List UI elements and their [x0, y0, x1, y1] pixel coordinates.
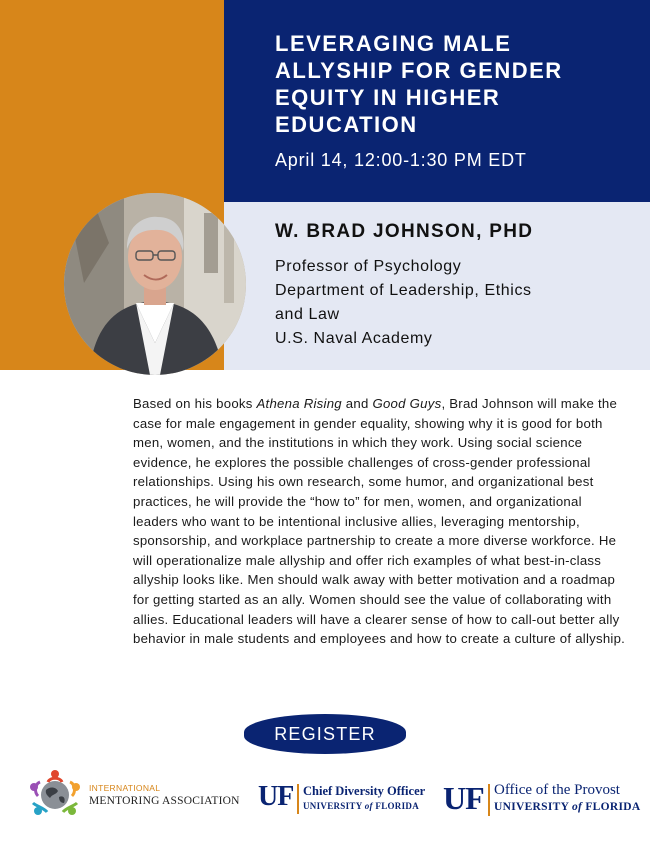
event-date: April 14, 12:00-1:30 PM EDT — [275, 150, 527, 170]
title-line: EDUCATION — [275, 112, 418, 137]
ima-logo-line2: MENTORING ASSOCIATION — [89, 795, 240, 807]
event-description: Based on his books Athena Rising and Good Guys, Brad Johnson will make the case for male engagement in gender equality, showing why it is good for both men, women, and the institutions in which they work. Using social science evidence, he explores the possible challenges of cross-gender professional relationships. Using his own research, some humor, and organizational best practices, he will provide the “how to” for men, women, and organizational leaders who want to be intentional inclusive allies, leveraging mentorship, sponsorship, and workplace partnership to create a more diverse workforce. He will operationalize male allyship and offer rich examples of what best-in-class allyship looks like. Men should walk away with better motivation and a roadmap for getting started as an ally. Women should see the value of collaborating with allies. Educational leaders will have a clearer sense of how to call-out better ally behavior in male students and employees and how to create a culture of allyship. — [133, 396, 626, 647]
uf-mark: UF — [443, 780, 484, 816]
speaker-photo — [64, 193, 246, 375]
book-title-good-guys: Good Guys — [372, 396, 442, 411]
uf-office-of-the-provost-logo — [443, 782, 643, 816]
globe-people-icon — [26, 768, 84, 820]
register-button[interactable]: REGISTER — [244, 714, 406, 754]
title-line: EQUITY IN HIGHER — [275, 85, 501, 110]
book-title-athena-rising: Athena Rising — [256, 396, 342, 411]
uf-provost-line1: Office of the Provost — [494, 782, 620, 798]
uf-chief-diversity-officer-logo — [258, 782, 428, 816]
speaker-name: W. BRAD JOHNSON, PHD — [275, 221, 534, 242]
ima-logo-line1: INTERNATIONAL — [89, 783, 161, 793]
title-line: ALLYSHIP FOR GENDER — [275, 58, 563, 83]
logo-divider — [488, 784, 490, 816]
uf-mark: UF — [258, 781, 294, 812]
uf-diversity-line2: UNIVERSITY of FLORIDA — [303, 801, 419, 811]
speaker-portrait-illustration — [64, 193, 246, 375]
speaker-line: Professor of Psychology — [275, 258, 462, 275]
title-line: LEVERAGING MALE — [275, 31, 512, 56]
speaker-line: and Law — [275, 306, 340, 323]
speaker-line: U.S. Naval Academy — [275, 330, 433, 347]
speaker-line: Department of Leadership, Ethics — [275, 282, 532, 299]
speaker-affiliation — [275, 255, 532, 351]
uf-provost-line2: UNIVERSITY of FLORIDA — [494, 801, 641, 813]
event-title — [275, 30, 615, 138]
international-mentoring-association-logo — [26, 768, 246, 820]
logo-divider — [297, 784, 299, 814]
uf-diversity-line1: Chief Diversity Officer — [303, 784, 426, 798]
